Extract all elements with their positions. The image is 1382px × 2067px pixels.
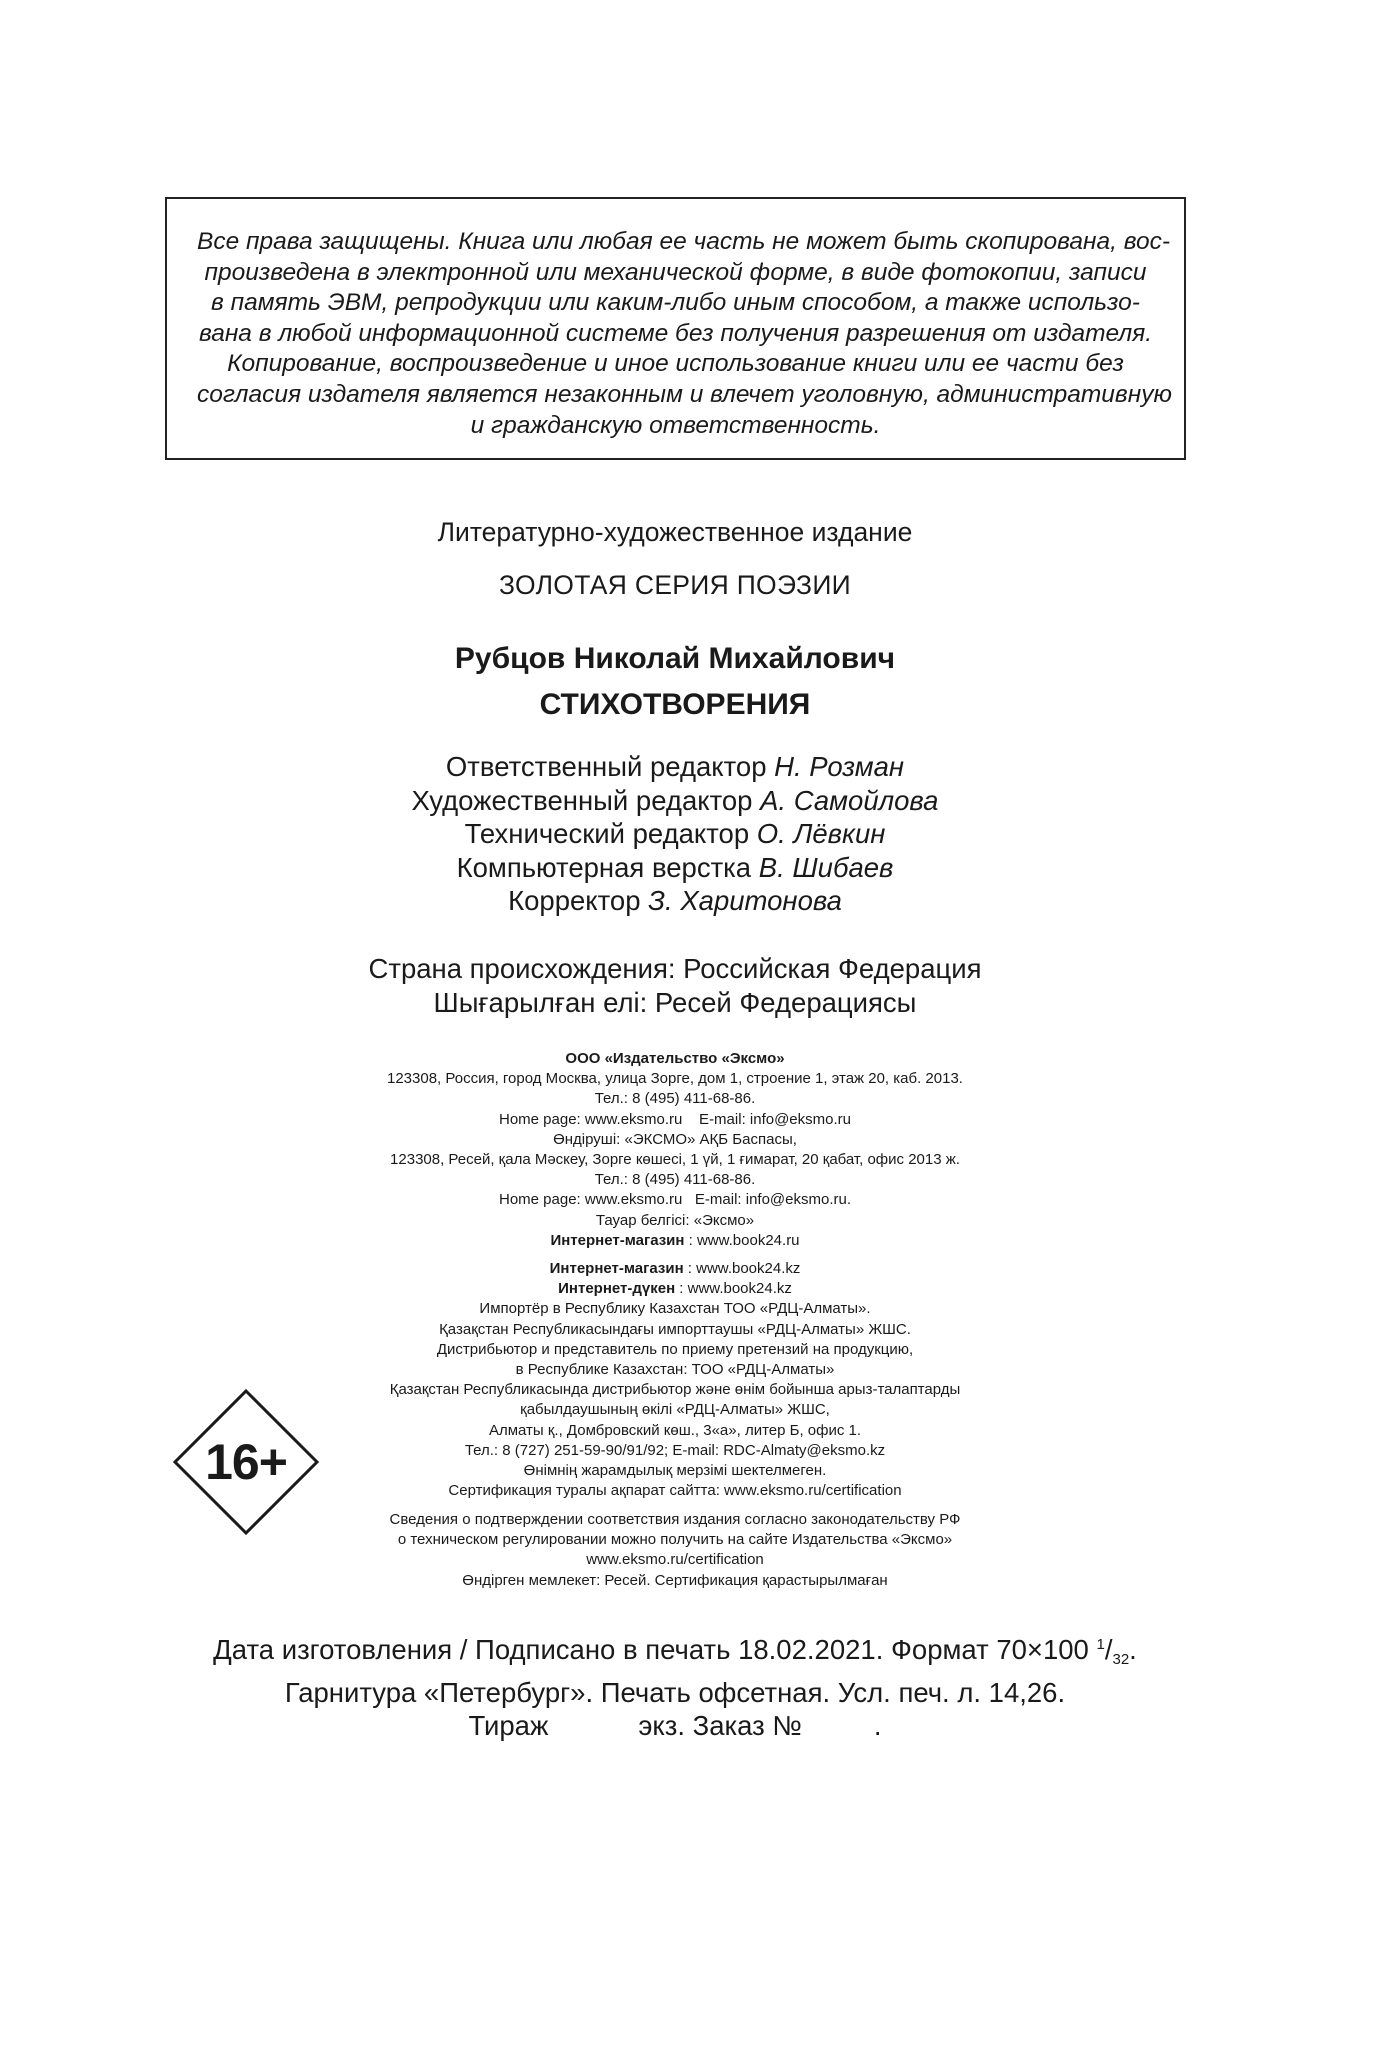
staff-line <box>0 750 1350 784</box>
distributor-line: Қазақстан Республикасындағы импорттаушы «РДЦ-Алматы» ЖШС. <box>439 1320 911 1338</box>
shop-kz-2 <box>0 1279 1350 1299</box>
copyright-line: вана в любой информационной системе без получения разрешения от издателя. <box>198 319 1153 347</box>
distributor-line: Импортёр в Республику Казахстан ТОО «РДЦ-Алматы». <box>479 1300 871 1318</box>
typeface-print-info: Гарнитура «Петербург». Печать офсетная. Усл. печ. л. 14,26. <box>284 1677 1066 1708</box>
publisher-web: Home page: www.eksmo.ru E-mail: info@eksmo.ru <box>498 1110 851 1128</box>
distributor-line: в Республике Казахстан: ТОО «РДЦ-Алматы» <box>515 1361 835 1379</box>
distributor-line: Сертификация туралы ақпарат сайтта: www.eksmo.ru/certification <box>448 1482 902 1500</box>
shop-label: Интернет-дүкен <box>558 1280 676 1298</box>
cert-line: Сведения о подтверждении соответствия издания согласно законодательству РФ <box>389 1511 961 1528</box>
staff-line <box>0 851 1350 885</box>
kz-web: Home page: www.eksmo.ru E-mail: info@eksmo.ru. <box>498 1191 851 1209</box>
shop-kz <box>0 1259 1350 1279</box>
copyright-line: и гражданскую ответственность. <box>470 411 881 439</box>
editorial-staff <box>0 750 1350 918</box>
copyright-notice-box <box>165 197 1186 460</box>
print-details <box>0 1628 1350 1742</box>
copyright-line: Все права защищены. Книга или любая ее часть не может быть скопирована, вос- <box>197 228 1170 255</box>
cert-line: Өндірген мемлекет: Ресей. Сертификация қарастырылмаған <box>462 1571 888 1589</box>
distributor-line: Дистрибьютор и представитель по приему претензий на продукцию, <box>436 1340 914 1358</box>
shop-url: : www.book24.kz <box>675 1280 792 1298</box>
staff-name: Н. Розман <box>774 751 905 782</box>
edition-type: Литературно-художественное издание <box>437 517 913 547</box>
order-label: экз. Заказ № <box>638 1710 802 1741</box>
shop-url: : www.book24.ru <box>684 1231 800 1249</box>
origin-line: Шығарылған елі: Ресей Федерациясы <box>433 986 917 1018</box>
book-title: СТИХОТВОРЕНИЯ <box>539 688 811 721</box>
country-of-origin <box>0 952 1350 1019</box>
print-date-format <box>0 1628 1350 1676</box>
staff-name: А. Самойлова <box>760 784 939 816</box>
copyright-line: в память ЭВМ, репродукции или каким-либо иным способом, а также использо- <box>211 289 1140 317</box>
order-end: . <box>873 1710 882 1741</box>
staff-role: Технический редактор <box>464 818 750 849</box>
age-rating-label: 16+ <box>205 1434 287 1490</box>
origin-line: Страна происхождения: Российская Федерация <box>368 953 982 984</box>
staff-role: Компьютерная верстка <box>456 851 752 883</box>
kz-address: 123308, Ресей, қала Мәскеу, Зорге көшесі, 1 үй, 1 ғимарат, 20 қабат, офис 2013 ж. <box>390 1151 960 1169</box>
format-slash: / <box>1104 1634 1113 1665</box>
age-rating-badge <box>173 1389 319 1535</box>
kz-producer: Өндіруші: «ЭКСМО» АҚБ Баспасы, <box>553 1130 797 1148</box>
copyright-line: согласия издателя является незаконным и влечет уголовную, административную <box>197 380 1172 408</box>
format-end: . <box>1129 1634 1137 1665</box>
staff-name: О. Лёвкин <box>756 818 886 849</box>
print-run-label: Тираж <box>468 1710 549 1741</box>
author-name: Рубцов Николай Михайлович <box>454 642 896 675</box>
staff-name: В. Шибаев <box>758 851 894 883</box>
copyright-line: Копирование, воспроизведение и иное использование книги или ее части без <box>227 350 1124 378</box>
cert-line: о техническом регулировании можно получить на сайте Издательства «Эксмо» <box>397 1531 953 1549</box>
distributor-line: қабылдаушының өкілі «РДЦ-Алматы» ЖШС, <box>520 1401 830 1419</box>
series-name: ЗОЛОТАЯ СЕРИЯ ПОЭЗИИ <box>498 570 852 600</box>
staff-line <box>0 817 1350 851</box>
distributor-line: Өнімнің жарамдылық мерзімі шектелмеген. <box>523 1462 827 1480</box>
shop-ru <box>0 1231 1350 1251</box>
print-date-text: Дата изготовления / Подписано в печать 18.02.2021. Формат 70×100 <box>213 1634 1097 1665</box>
staff-line <box>0 884 1350 918</box>
copyright-line: произведена в электронной или механической форме, в виде фотокопии, записи <box>204 258 1147 286</box>
shop-label: Интернет-магазин <box>549 1260 684 1278</box>
staff-role: Ответственный редактор <box>445 751 767 782</box>
publisher-phone: Тел.: 8 (495) 411-68-86. <box>594 1090 756 1108</box>
trademark: Тауар белгісі: «Эксмо» <box>595 1211 755 1229</box>
distributor-line: Алматы қ., Домбровский көш., 3«а», литер Б, офис 1. <box>488 1421 862 1439</box>
kz-phone: Тел.: 8 (495) 411-68-86. <box>594 1171 756 1189</box>
print-run-order <box>0 1709 1350 1742</box>
staff-name: З. Харитонова <box>648 885 842 916</box>
format-numerator: 1 <box>1096 1636 1105 1653</box>
publisher-name: ООО «Издательство «Эксмо» <box>565 1050 785 1067</box>
shop-label: Интернет-магазин <box>550 1231 685 1249</box>
publisher-address: 123308, Россия, город Москва, улица Зорге, дом 1, строение 1, этаж 20, каб. 2013. <box>387 1070 963 1088</box>
distributor-line: Тел.: 8 (727) 251-59-90/91/92; E-mail: RDC-Almaty@eksmo.kz <box>464 1441 886 1459</box>
staff-role: Корректор <box>508 885 641 916</box>
distributor-line: Қазақстан Республикасында дистрибьютор және өнім бойынша арыз-талаптарды <box>389 1381 961 1399</box>
staff-role: Художественный редактор <box>411 784 753 816</box>
staff-line <box>0 784 1350 818</box>
cert-line: www.eksmo.ru/certification <box>586 1551 764 1569</box>
shop-url: : www.book24.kz <box>683 1260 801 1278</box>
format-denominator: 32 <box>1112 1651 1130 1668</box>
